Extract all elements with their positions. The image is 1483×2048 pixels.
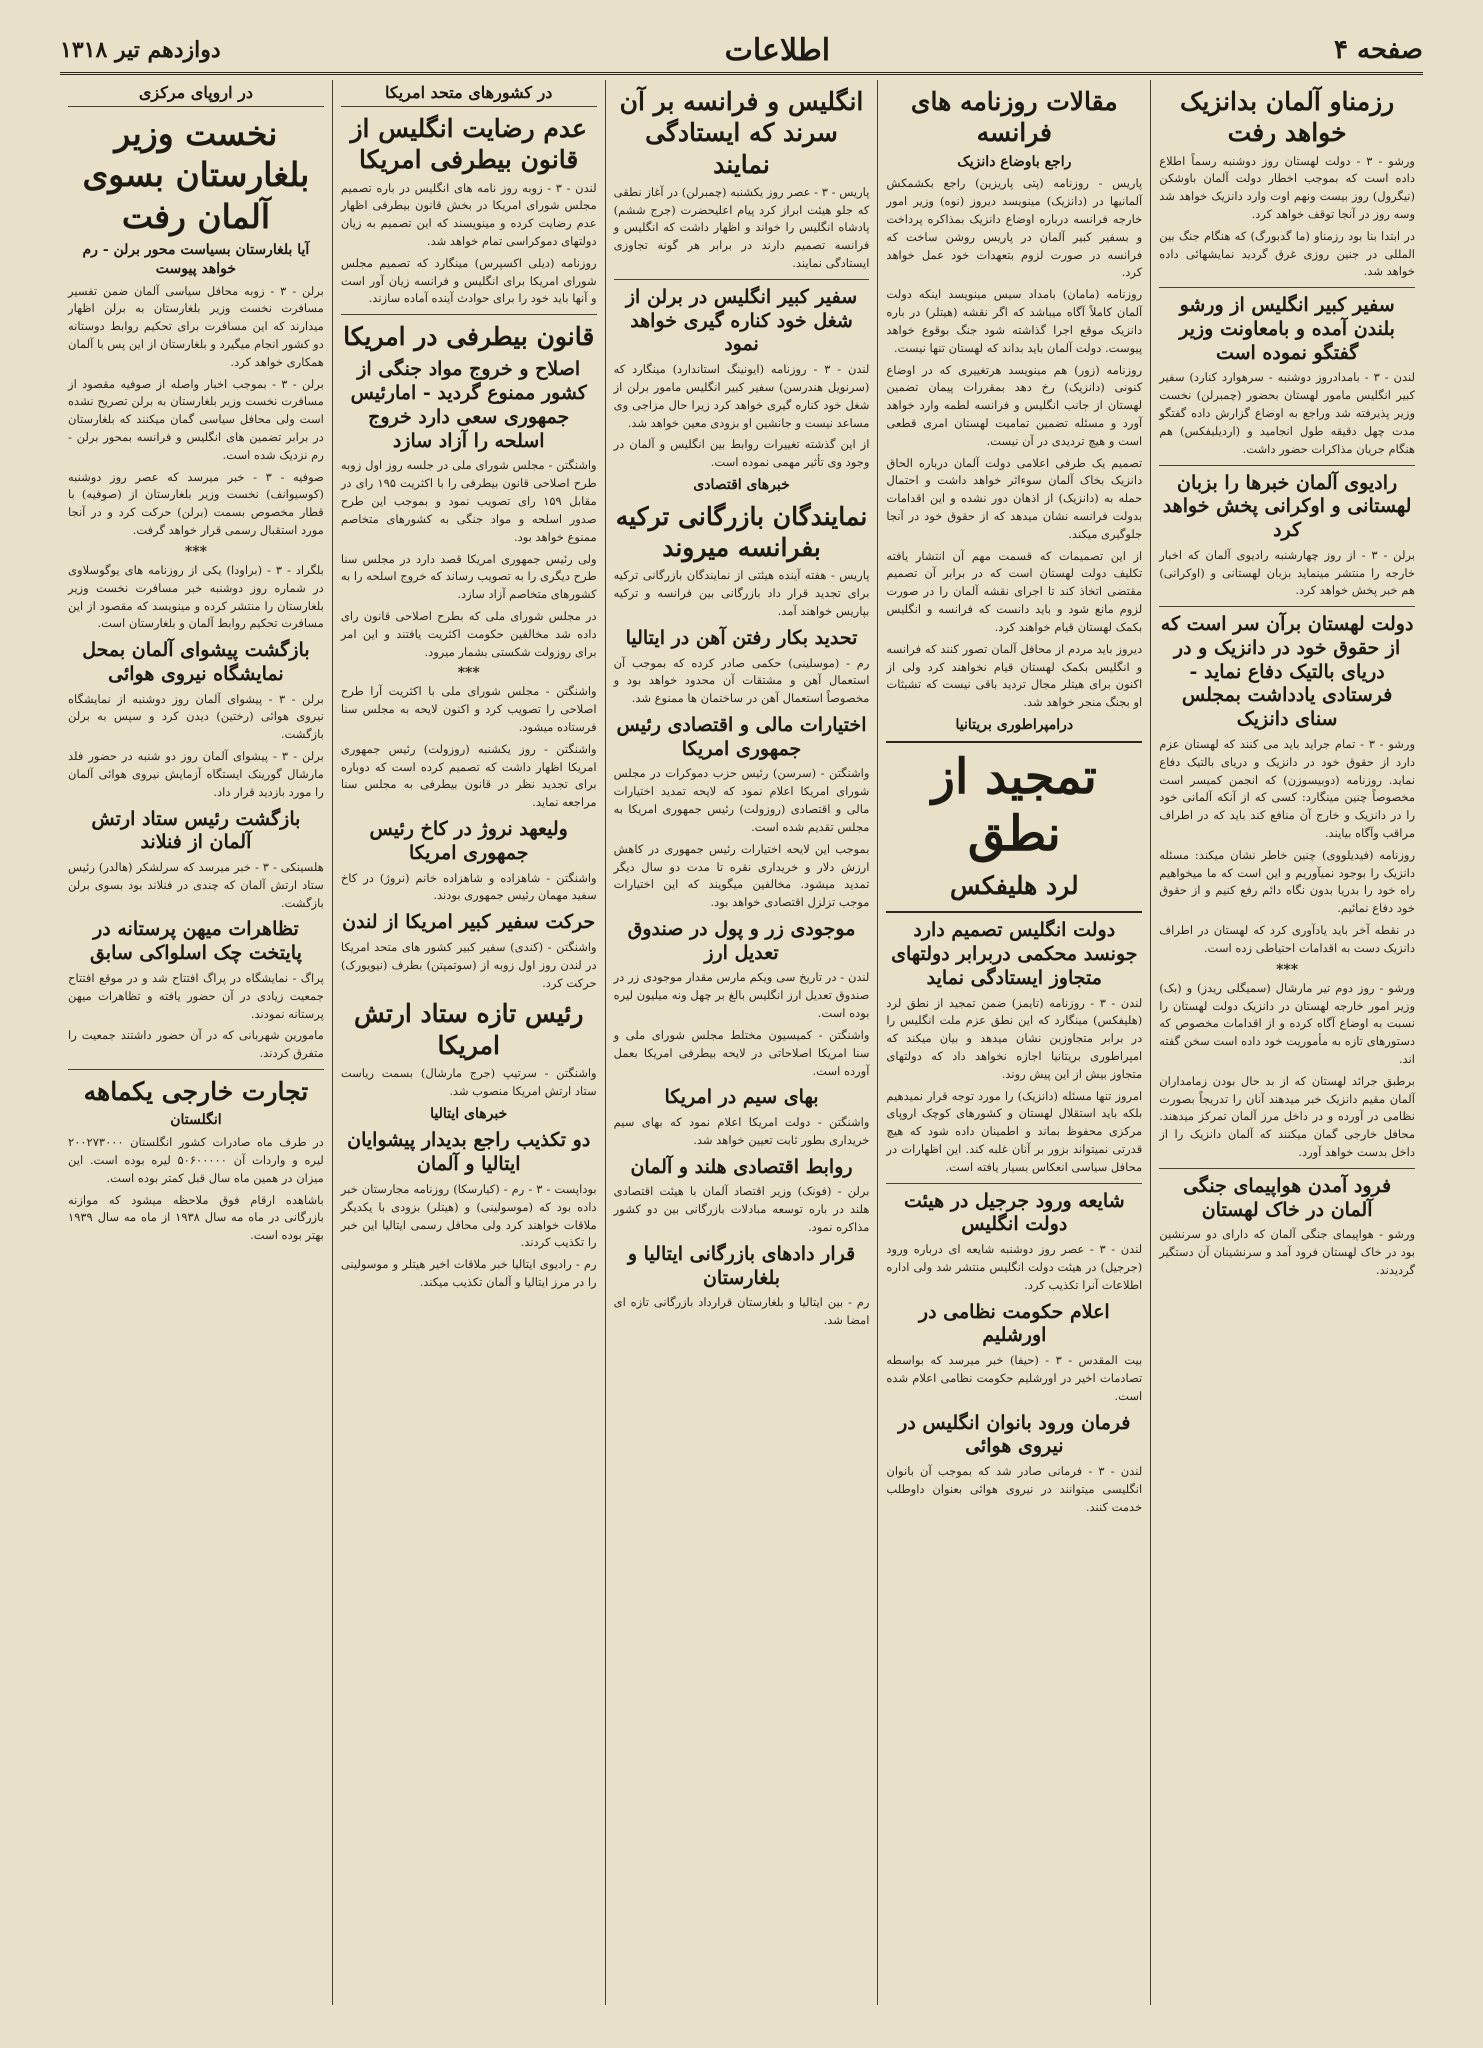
divider [1159,1168,1415,1169]
article-text: لندن - ۳ - بامدادروز دوشنبه - سرهوارد کنارد) سفیر کبیر انگلیس مامور لهستان بحضور (چمبرلن) نخست وزیر پذیرفته شد وراجع به اوضاع گزارش داده گفتگو مدت چهل دقیقه طول انجامید و (اردیلیفکس) هم هنگام جریان مذاکرات حضور داشت. [1159,370,1416,456]
section-label: درامپراطوری بریتانیا [955,716,1074,733]
article-text: برطبق جرائد لهستان که از بد حال بودن زمامداران آلمان مقیم دانزیک خبر میدهند آنان را تدریجاً بصورت نظامی در آورده و در داخل مرز آلمان تمرکز میدهند. محافل خارجی گمان میکنند که آلمان دانزیک را از داخل بدست خواهد آورد. [1159,1073,1415,1159]
column-3 [605,80,878,2005]
article-text: بلگراد - ۳ - (براودا) یکی از روزنامه های یوگوسلاوی در شماره روز دوشنبه خبر مسافرت نخست وزیر بلغارستان را منتشر کرده و مینویسد که مقصود از این مسافرت تحکیم روابط آلمان و بلغارستان است. [68,562,324,631]
headline: فرود آمدن هواپیمای جنگی آلمان در خاک لهستان [1183,1174,1392,1221]
headline: بازگشت پیشوای آلمان بمحل نمایشگاه نیروی هوائی [82,639,310,685]
article-text: دیروز باید مردم از محافل آلمان تصور کنند که فرانسه و انگلیس بکمک لهستان قیام نخواهند کرد ولی از اکنون برای هیتلر مجال تردید باقی نیست که تشبثات او بجنگ منجر خواهد شد. [886,641,1143,710]
article-text: در طرف ماه صادرات کشور انگلستان ۲۰۰۲۷۳۰۰۰ لیره و واردات آن ۵۰۶۰۰۰۰۰ لیره بوده است. این میزان در همین ماه سال قبل کمتر بوده است. [68,1135,324,1185]
article-text: برلن - ۳ - بموجب اخبار واصله از صوفیه مقصود از مسافرت نخست وزیر بلغارستان به برلن تصریح نشده است ولی محافل سیاسی گمان میکنند که بلغارستان در برابر تضمین های انگلیس و فرانسه بمحور برلن - رم نزدیک شده است. [68,376,324,462]
headline: رزمناو آلمان بدانزیک خواهد رفت [1179,87,1395,148]
column-1 [1150,80,1423,2005]
headline: اصلاح و خروج مواد جنگی از کشور ممنوع گردید - امارئیس جمهوری سعی دارد خروج اسلحه را آزاد سازد [350,358,587,452]
issue-date: دوازدهم تیر ۱۳۱۸ [60,37,221,63]
column-5 [60,80,332,2005]
headline: فرمان ورود بانوان انگلیس در نیروی هوائی [898,1411,1131,1458]
headline: اختیارات مالی و اقتصادی رئیس جمهوری امریکا [616,713,867,760]
article-text: پراگ - نمایشگاه در پراگ افتتاح شد و در موقع افتتاح جمعیت زیادی در آن حضور یافته و تظاهرات میهن پرستانه نمودند. [68,970,324,1021]
article-text: ولی رئیس جمهوری امریکا قصد دارد در مجلس سنا طرح دیگری را به تصویب رساند که خروج اسلحه را به کشورهای متخاصم آزاد سازد. [340,551,597,602]
headline: سفیر کبیر انگلیس در برلن از شغل خود کناره گیری خواهد نمود [625,285,858,356]
article-text: رم - بین ایتالیا و بلغارستان قرارداد بازرگانی تازه ای امضا شد. [613,1295,870,1328]
divider [614,279,870,280]
headline: تظاهرات میهن پرستانه در پایتخت چک اسلواکی سابق [89,918,302,965]
masthead [60,28,1423,75]
headline: مقالات روزنامه های فرانسه [910,87,1118,148]
headline: تجارت خارجی یکماهه [83,1077,309,1107]
headline: قرار دادهای بازرگانی ایتالیا و بلغارستان [627,1242,856,1289]
divider [341,314,597,315]
article-text: لندن - ۳ - روزنامه (تایمز) ضمن تمجید از نطق لرد (هلیفکس) مینگارد که این نطق عزم ملت انگلیس را در برابر متجاوزین نشان میدهد و بیان میکند که امپراطوری بریتانیا اجازه نخواهد داد که دولتهای متجاوز بیش از این پیش روند. [886,995,1143,1081]
section-kicker: در اروپای مرکزی [68,80,324,107]
headline: تحدید بکار رفتن آهن در ایتالیا [625,626,858,649]
article-text: روزنامه (زور) هم مینویسد هرتغییری که در اوضاع کنونی (دانزیک) رخ دهد بمقررات پیمان تضمین لهستان از جانب انگلیس و فرانسه لطمه وارد خواهد آورد و مسئله تضمین تمامیت لهستان امری قطعی است و هیچ تردیدی در آن نیست. [886,362,1143,448]
headline: نخست وزیر بلغارستان بسوی آلمان رفت [82,114,310,236]
column-2 [877,80,1150,2005]
article-text: ورشو - روز دوم تیر مارشال (سمیگلی ریدز) و (بک) وزیر امور خارجه لهستان در دانزیک دولت لهستان را نسبت به اوضاع آگاه کرده و از اقدامات مخصوص که دستورهای تازه به مأموریت خود داده است سخن گفته اند. [1159,980,1415,1066]
article-text: در نقطه آخر باید یادآوری کرد که لهستان در اطراف دانزیک دست به اقدامات احتیاطی زده است. [1159,923,1415,955]
article-text: برلن - ۳ - پیشوای آلمان روز دو شنبه در حضور فلد مارشال گورینک ایستگاه آزمایش نیروی هوائی آلمان را مورد بازدید قرار داد. [68,749,324,799]
article-text: لندن - ۳ - فرمانی صادر شد که بموجب آن بانوان انگلیسی میتوانند در نیروی هوائی بعنوان داوطلب خدمت کنند. [886,1464,1143,1514]
article-text: در ابتدا بنا بود رزمناو (ما گدبورگ) که هنگام جنگ بین المللی در جنین روزی غرق گردید نمایشهائی داده خواهد شد. [1159,228,1415,279]
article-text: ورشو - هواپیمای جنگی آلمان که دارای دو سرنشین بود در خاک لهستان فرود آمد و سرنشینان آن دستگیر گردیدند. [1159,1227,1415,1277]
divider [68,1069,324,1070]
feature-headline: تمجید از نطق [931,748,1097,863]
article-text: واشنگتن - کمیسیون مختلط مجلس شورای ملی و سنا امریکا اصلاحاتی در لایحه بیطرفی امریکا بعمل آورده است. [613,1027,870,1078]
headline: بهای سیم در امریکا [664,1086,819,1109]
separator-stars: *** [184,543,207,560]
headline: سفیر کبیر انگلیس از ورشو بلندن آمده و بامعاونت وزیر گفتگو نموده است [1179,294,1395,364]
headline: رادیوی آلمان خبرها را بزبان لهستانی و اوکرانی پخش خواهد کرد [1162,471,1412,541]
headline: نمایندگان بازرگانی ترکیه بفرانسه میروند [615,501,868,563]
page-number: صفحه ۴ [1334,35,1423,65]
article-text: بیت المقدس - ۳ - (حیفا) خبر میرسد که بواسطه تصادمات اخیر در اورشلیم حکومت نظامی اعلام شده است. [886,1353,1143,1403]
separator-stars: *** [1276,961,1299,978]
article-text: برلن - ۳ - زوبه محافل سیاسی آلمان ضمن تفسیر مسافرت نخست وزیر بلغارستان به برلن اظهار میدارند که این مسافرت برای تحکیم روابط دوستانه دو کشور انجام میگیرد و بلغارستان از این پس با آلمان همکاری خواهد کرد. [68,283,324,369]
article-text: از این تصمیمات که قسمت مهم آن انتشار یافته تکلیف دولت لهستان است که در برابر آن تصمیم مقتضی اتخاذ کند تا اجرای نقشه آلمان را در صورت لزوم مانع شود و باید دانست که فرانسه و انگلیس بکمک لهستان قیام خواهند کرد. [886,548,1143,634]
section-label: خبرهای ایتالیا [430,1105,508,1122]
column-4 [332,80,605,2005]
article-text: پاریس - ۳ - عصر روز یکشنبه (چمبرلن) در آغاز نطقی که جلو هیئت ابراز کرد پیام اعلیحضرت (جرج ششم) پادشاه انگلیس را خواند و اظهار داشت که انگلیس و فرانسه تصمیم دارند در برابر هر گونه تجاوزی ایستادگی نمایند. [613,184,870,270]
article-text: واشنگتن - دولت امریکا اعلام نمود که بهای سیم خریداری بطور ثابت تعیین خواهد شد. [613,1115,870,1147]
article-text: روزنامه (دیلی اکسپرس) مینگارد که تصمیم مجلس شورای امریکا برای انگلیس و فرانسه زیان آور است و آنها باید خود را برای حوادث آینده آماده سازند. [340,255,597,306]
section-label: خبرهای اقتصادی [693,476,790,493]
headline: قانون بیطرفی در امریکا [343,322,595,352]
article-text: بموجب این لایحه اختیارات رئیس جمهوری در کاهش ارزش دلار و خریداری نقره تا مدت دو سال دیگر تمدید میشود. مخالفین میگویند که این اختیارات موجب تزلزل اقتصادی خواهد بود. [613,841,870,910]
divider [1159,606,1415,607]
article-text: برلن - (فونک) وزیر اقتصاد آلمان با هیئت اقتصادی هلند در باره توسعه مبادلات بازرگانی بین دو کشور مذاکره نمود. [613,1184,870,1235]
subheadline: انگلستان [170,1112,222,1129]
article-text: ورشو - ۳ - دولت لهستان روز دوشنبه رسماً اطلاع داده است که بموجب اخطار دولت آلمان باوشکن (نیگرول) روز بیست ونهم اوت وارد دانزیک خواهد شد وسه روز در آنجا توقف خواهد کرد. [1159,153,1415,221]
article-text: پاریس - هفته آینده هیئتی از نمایندگان بازرگانی ترکیه برای تجدید قرار داد بازرگانی بین فرانسه و ترکیه بپاریس خواهند آمد. [613,568,870,618]
article-text: برلن - ۳ - از روز چهارشنبه رادیوی آلمان که اخبار خارجه را منتشر مینماید بزبان لهستانی و (اوکرانی) هم خبر پخش خواهد کرد. [1159,547,1415,598]
headline: دولت لهستان برآن سر است که از حقوق خود در دانزیک و در دریای بالتیک دفاع نماید - فرستادی یادداشت بمجلس سنای دانزیک [1160,613,1414,731]
article-text: پاریس - روزنامه (پتی پاریزین) راجع بکشمکش آلمانیها در (دانزیک) مینویسد دیروز (نوه) وزیر امور خارجه فرانسه درباره اوضاع دانزیک بمذاکره پرداخت و بسفیر کبیر آلمان در پاریس روشن ساخت که فرانسه در صورت لزوم بتعهدات خود عمل خواهد کرد. [886,176,1143,280]
article-text: واشنگتن - مجلس شورای ملی در جلسه روز اول زوبه طرح اصلاحی قانون بیطرفی را با اکثریت ۱۹۵ رای در مقابل ۱۵۹ رای تصویب نمود و بموجب این طرح صدور اسلحه و مواد جنگی به کشورهای متخاصم ممنوع خواهد بود. [340,458,597,544]
headline: انگلیس و فرانسه بر آن سرند که ایستادگی نمایند [619,87,864,179]
article-text: روزنامه (فیدیلووی) چنین خاطر نشان میکند: مسئله دانزیک را بوجود نمیآوریم و این است که ما میخواهیم راه خود را بدریا بدون نگاه دائم رفع کنیم و از حقوق خود دفاع نمائیم. [1159,847,1415,916]
article-text: هلسینکی - ۳ - خبر میرسد که سرلشکر (هالدر) رئیس ستاد ارتش آلمان که چندی در فنلاند بود بسوی برلن بازگشت. [68,860,324,910]
article-text: ورشو - ۳ - تمام جراید باید می کنند که لهستان عزم دارد از حقوق خود در دانزیک و دریای بالتیک دفاع نماید. روزنامه (دوبیسوزن) که انجمن کمیسر است مخصوصاً چنین مینگارد: کسی که از آنکه آلمانی خود را در دانزیک و خارج آن منافع کند باید که در اطراف مراقب وآگاه بیایند. [1159,736,1415,840]
article-text: لندن - ۳ - زوبه روز نامه های انگلیس در باره تصمیم مجلس شورای امریکا در بخش قانون بیطرفی اظهار عدم رضایت کرده و مینویسند که این تصمیم به زیان دولتهای دموکراسی تمام خواهد شد. [340,180,597,248]
subheadline: آیا بلغارستان بسیاست محور برلن - رم خواهد پیوست [82,241,310,277]
article-text: واشنگتن - شاهزاده و شاهزاده خانم (نروژ) در کاخ سفید مهمان رئیس جمهوری بودند. [340,870,597,903]
feature-subheadline: لرد هلیفکس [950,871,1079,901]
headline: دو تکذیب راجع بدیدار پیشوایان ایتالیا و آلمان [347,1129,591,1176]
article-text: لندن - ۳ - روزنامه (ایونینگ استاندارد) مینگارد که (سرنویل هندرسن) سفیر کبیر انگلیس مامور برلن از شغل خود کناره گیری خواهد کرد زیرا حال مزاجی وی مساعد نیست و جانشین او بزودی معین خواهد شد. [613,362,870,430]
headline: عدم رضایت انگلیس از قانون بیطرفی امریکا [350,114,587,175]
article-text: بوداپست - ۳ - رم - (کیارسکا) روزنامه مجارستان خبر داده بود که (موسولینی) و (هیتلر) بزودی با یکدیگر ملاقات خواهند کرد ولی محافل رسمی ایتالیا این خبر را تکذیب کردند. [340,1181,597,1250]
headline: شایعه ورود جرجیل در هیئت دولت انگلیس [903,1189,1125,1236]
article-text: لندن - در تاریخ سی ویکم مارس مقدار موجودی زر در صندوق تعدیل ارز انگلیس بالغ بر چهل ونه میلیون لیره بوده است. [613,970,870,1021]
feature-box [886,741,1142,913]
article-text: امروز تنها مسئله (دانزیک) را مورد توجه قرار نمیدهیم بلکه باید استقلال لهستان و کشورهای کوچک اروپای مرکزی محفوظ بماند و اطمینان داده شود که هیچ قدرتی نمیتواند بزور بر آنان غلبه کند. این اظهارات در محافل سیاسی انعکاس بسیار یافته است. [886,1088,1143,1174]
separator-stars: *** [457,665,480,682]
article-text: مامورین شهربانی که در آن حضور داشتند جمعیت را متفرق کردند. [68,1028,324,1061]
headline: دولت انگلیس تصمیم دارد جونسد محکمی دربرابر دولتهای متجاوز ایستادگی نماید [891,919,1138,989]
columns [60,80,1423,2005]
headline: حرکت سفیر کبیر امریکا از لندن [342,911,596,934]
subheadline: راجع باوضاع دانزیک [957,153,1072,170]
article-text: برلن - ۳ - پیشوای آلمان روز دوشنبه از نمایشگاه نیروی هوائی (رختین) دیدن کرد و سپس به برلن بازگشت. [68,691,324,742]
article-text: لندن - ۳ - عصر روز دوشنبه شایعه ای درباره ورود (جرجیل) در هیئت دولت انگلیس منتشر شد ولی اداره اطلاعات آنرا تکذیب کرد. [886,1242,1143,1292]
article-text: باشاهده ارقام فوق ملاحظه میشود که موازنه بازرگانی در ماه مه سال ۱۹۳۸ از ماه مه سال ۱۹۳۹ بهتر بوده است. [68,1192,324,1243]
article-text: صوفیه - ۳ - خبر میرسد که عصر روز دوشنبه (کوسیوانف) نخست وزیر بلغارستان از (صوفیه) با قطار مخصوص بسمت (برلن) حرکت کرد و در آنجا مورد استقبال رسمی قرار خواهد گرفت. [68,469,324,538]
article-text: واشنگتن - سرتیپ (جرج مارشال) بسمت ریاست ستاد ارتش امریکا منصوب شد. [340,1065,597,1098]
headline: ولیعهد نروژ در کاخ رئیس جمهوری امریکا [369,818,568,864]
section-kicker: در کشورهای متحد امریکا [341,80,597,107]
headline: موجودی زر و پول در صندوق تعدیل ارز [627,917,856,964]
headline: رئیس تازه ستاد ارتش امریکا [354,999,584,1060]
divider [1159,287,1415,288]
headline: اعلام حکومت نظامی در اورشلیم [918,1300,1110,1347]
article-text: واشنگتن - مجلس شورای ملی با اکثریت آرا طرح اصلاحی را تصویب کرد و اکنون لایحه به مجلس سنا فرستاده میشود. [340,684,597,734]
newspaper-name: اطلاعات [724,32,831,68]
headline: روابط اقتصادی هلند و آلمان [630,1155,853,1178]
article-text: واشنگتن - (سرسن) رئیس حزب دموکرات در مجلس شورای امریکا اعلام نمود که لایحه تمدید اختیارات مالی و اقتصادی (روزولت) رئیس جمهوری امریکا به مجلس تقدیم شده است. [613,766,870,834]
divider [1159,465,1415,466]
article-text: تصمیم یک طرفی اعلامی دولت آلمان درباره الحاق دانزیک بخاک آلمان سوءاثر خواهد داشت و احتمال حمله به (دانزیک) از اذهان دور نشده و این اقدامات بدولت فرانسه نشان میدهد که از حقوق خود در آنجا جلوگیری میکند. [886,455,1143,541]
article-text: واشنگتن - روز یکشنبه (روزولت) رئیس جمهوری امریکا اظهار داشت که تصمیم کرده است که دوباره برای تجدید نظر در قانون بیطرفی به مجلس سنا مراجعه نماید. [340,741,597,810]
article-text: رم - رادیوی ایتالیا خبر ملاقات اخیر هیتلر و موسولینی را در مرز ایتالیا و آلمان تکذیب میکند. [340,1257,597,1289]
article-text: رم - (موسلینی) حکمی صادر کرده که بموجب آن استعمال آهن و مشتقات آن محدود خواهد بود و مخصوصاً استعمال آهن در ساختمان ها ممنوع شد. [613,655,870,706]
article-text: روزنامه (مامان) بامداد سیس مینویسد اینکه دولت آلمان کاملاً آگاه میباشد که اگر نقشه (هیتلر) در باره دانزیک موقع اجرا گذاشته شود جنگ بوقوع خواهد پیوست. دولت آلمان باید بداند که لهستان تنها نیست. [886,287,1143,355]
headline: بازگشت رئیس ستاد ارتش آلمان از فنلاند [91,807,301,854]
article-text: از این گذشته تغییرات روابط بین انگلیس و آلمان در وجود وی تأثیر مهمی نموده است. [613,437,870,470]
divider [886,1183,1142,1184]
article-text: در مجلس شورای ملی که بطرح اصلاحی قانون رای داده شد مخالفین حکومت اکثریت یافتند و این امر برای روزولت شکستی بشمار میرود. [340,608,597,659]
article-text: واشنگتن - (کندی) سفیر کبیر کشور های متحد امریکا در لندن روز اول زوبه از (سوتمپتن) بطرف (نیویورک) حرکت کرد. [340,939,597,990]
